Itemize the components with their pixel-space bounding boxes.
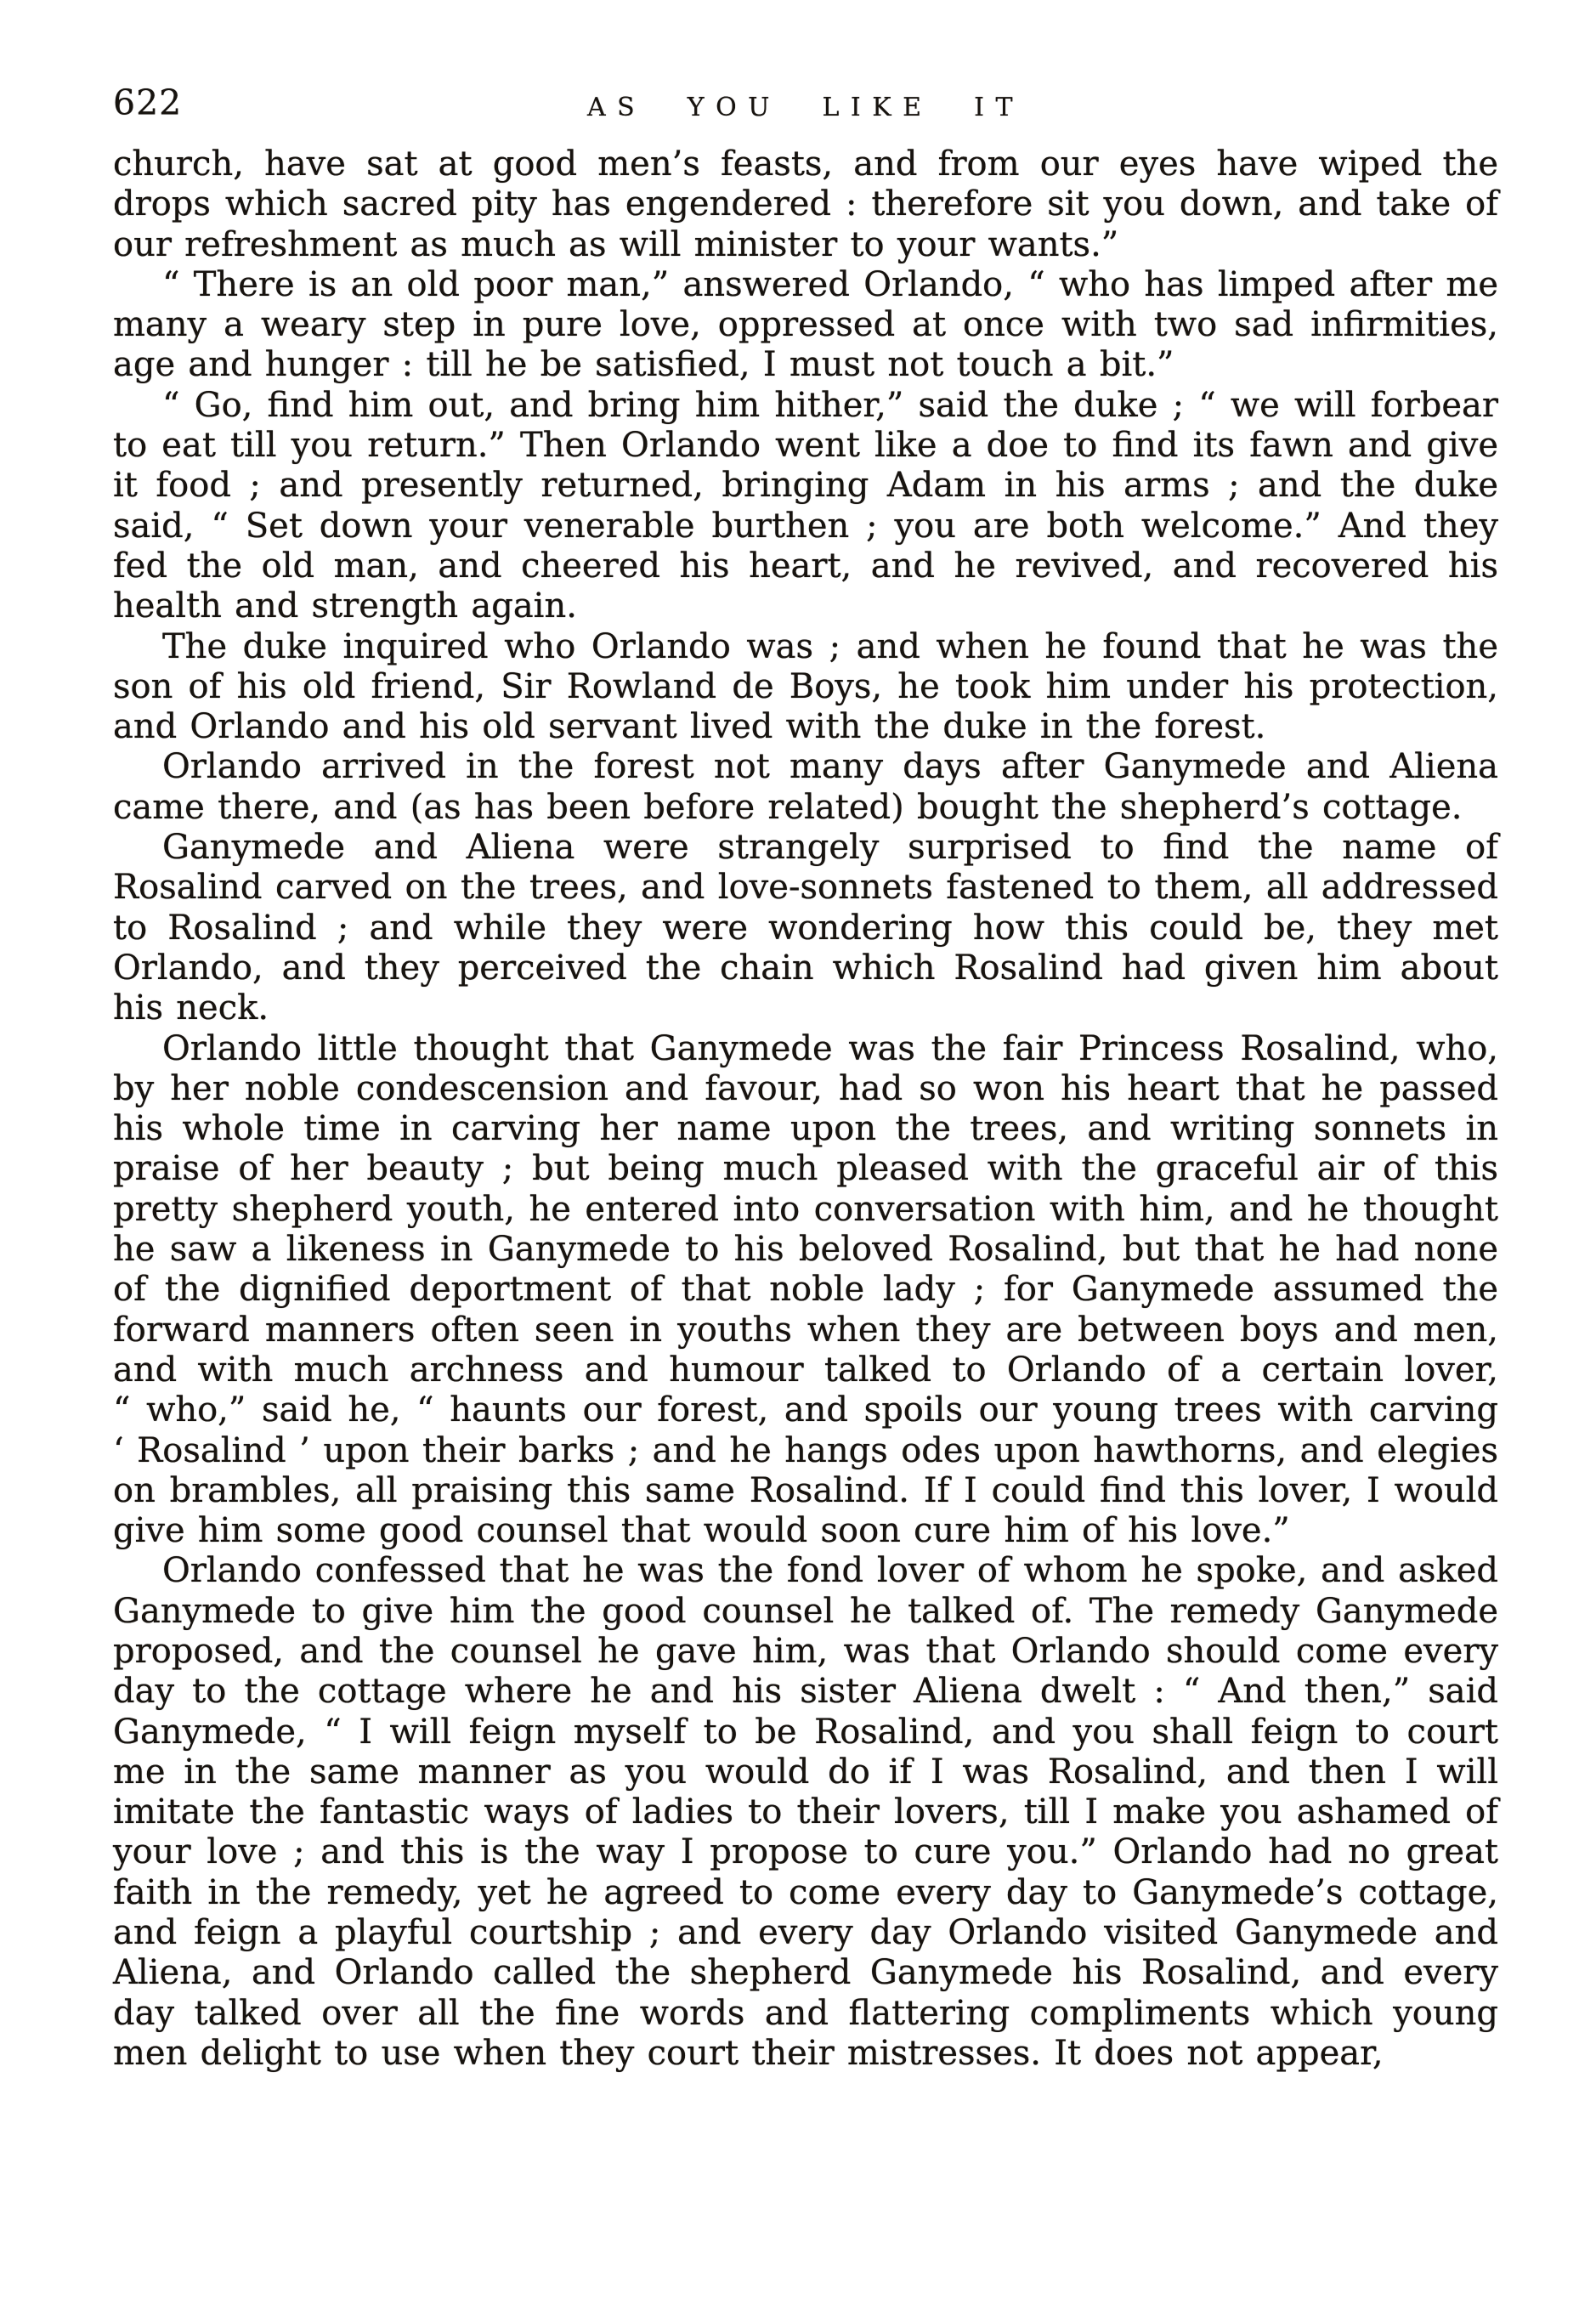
- page-header: [113, 0, 1498, 136]
- paragraph: The duke inquired who Orlando was ; and when he found that he was the son of his old friend, Sir Rowland de Boys, he took him under his protection, and Orlando and his old servant lived with the duke in the forest.: [113, 626, 1498, 747]
- paragraph: Orlando little thought that Ganymede was the fair Princess Rosalind, who, by her noble condescension and favour, had so won his heart that he passed his whole time in carving her name upon the trees, and writing sonnets in praise of her beauty ; but being much pleased with the graceful air of this pretty shepherd youth, he entered into conversation with him, and he thought he saw a likeness in Ganymede to his beloved Rosalind, but that he had none of the dignified deportment of that noble lady ; for Ganymede assumed the forward manners often seen in youths when they are between boys and men, and with much archness and humour talked to Orlando of a certain lover, “ who,” said he, “ haunts our forest, and spoils our young trees with carving ‘ Rosalind ’ upon their barks ; and he hangs odes upon hawthorns, and elegies on brambles, all praising this same Rosalind. If I could find this lover, I would give him some good counsel that would soon cure him of his love.”: [113, 1028, 1498, 1551]
- paragraph: Orlando arrived in the forest not many days after Ganymede and Aliena came there, and (as has been before related) bought the shepherd’s cottage.: [113, 747, 1498, 827]
- paragraph: Orlando confessed that he was the fond lover of whom he spoke, and asked Ganymede to give him the good counsel he talked of. The remedy Ganymede proposed, and the counsel he gave him, was that Orlando should come every day to the cottage where he and his sister Aliena dwelt : “ And then,” said Ganymede, “ I will feign myself to be Rosalind, and you shall feign to court me in the same manner as you would do if I was Rosalind, and then I will imitate the fantastic ways of ladies to their lovers, till I make you ashamed of your love ; and this is the way I propose to cure you.” Orlando had no great faith in the remedy, yet he agreed to come every day to Ganymede’s cottage, and feign a playful courtship ; and every day Orlando visited Ganymede and Aliena, and Orlando called the shepherd Ganymede his Rosalind, and every day talked over all the fine words and flattering compliments which young men delight to use when they court their mistresses. It does not appear,: [113, 1551, 1498, 2073]
- page-number: 622: [113, 82, 183, 123]
- running-title: AS YOU LIKE IT: [587, 93, 1024, 122]
- paragraph: church, have sat at good men’s feasts, and from our eyes have wiped the drops which sacred pity has engendered : therefore sit you down, and take of our refreshment as much as will minister to your wants.”: [113, 144, 1498, 264]
- paragraph: “ There is an old poor man,” answered Orlando, “ who has limped after me many a weary step in pure love, oppressed at once with two sad infirmities, age and hunger : till he be satisfied, I must not touch a bit.”: [113, 264, 1498, 385]
- paragraph: “ Go, find him out, and bring him hither,” said the duke ; “ we will forbear to eat till you return.” Then Orlando went like a doe to find its fawn and give it food ; and presently returned, bringing Adam in his arms ; and the duke said, “ Set down your venerable burthen ; you are both welcome.” And they fed the old man, and cheered his heart, and he revived, and recovered his health and strength again.: [113, 385, 1498, 626]
- paragraph: Ganymede and Aliena were strangely surprised to find the name of Rosalind carved on the trees, and love-sonnets fastened to them, all addressed to Rosalind ; and while they were wondering how this could be, they met Orlando, and they perceived the chain which Rosalind had given him about his neck.: [113, 828, 1498, 1028]
- page-body: [113, 144, 1498, 2074]
